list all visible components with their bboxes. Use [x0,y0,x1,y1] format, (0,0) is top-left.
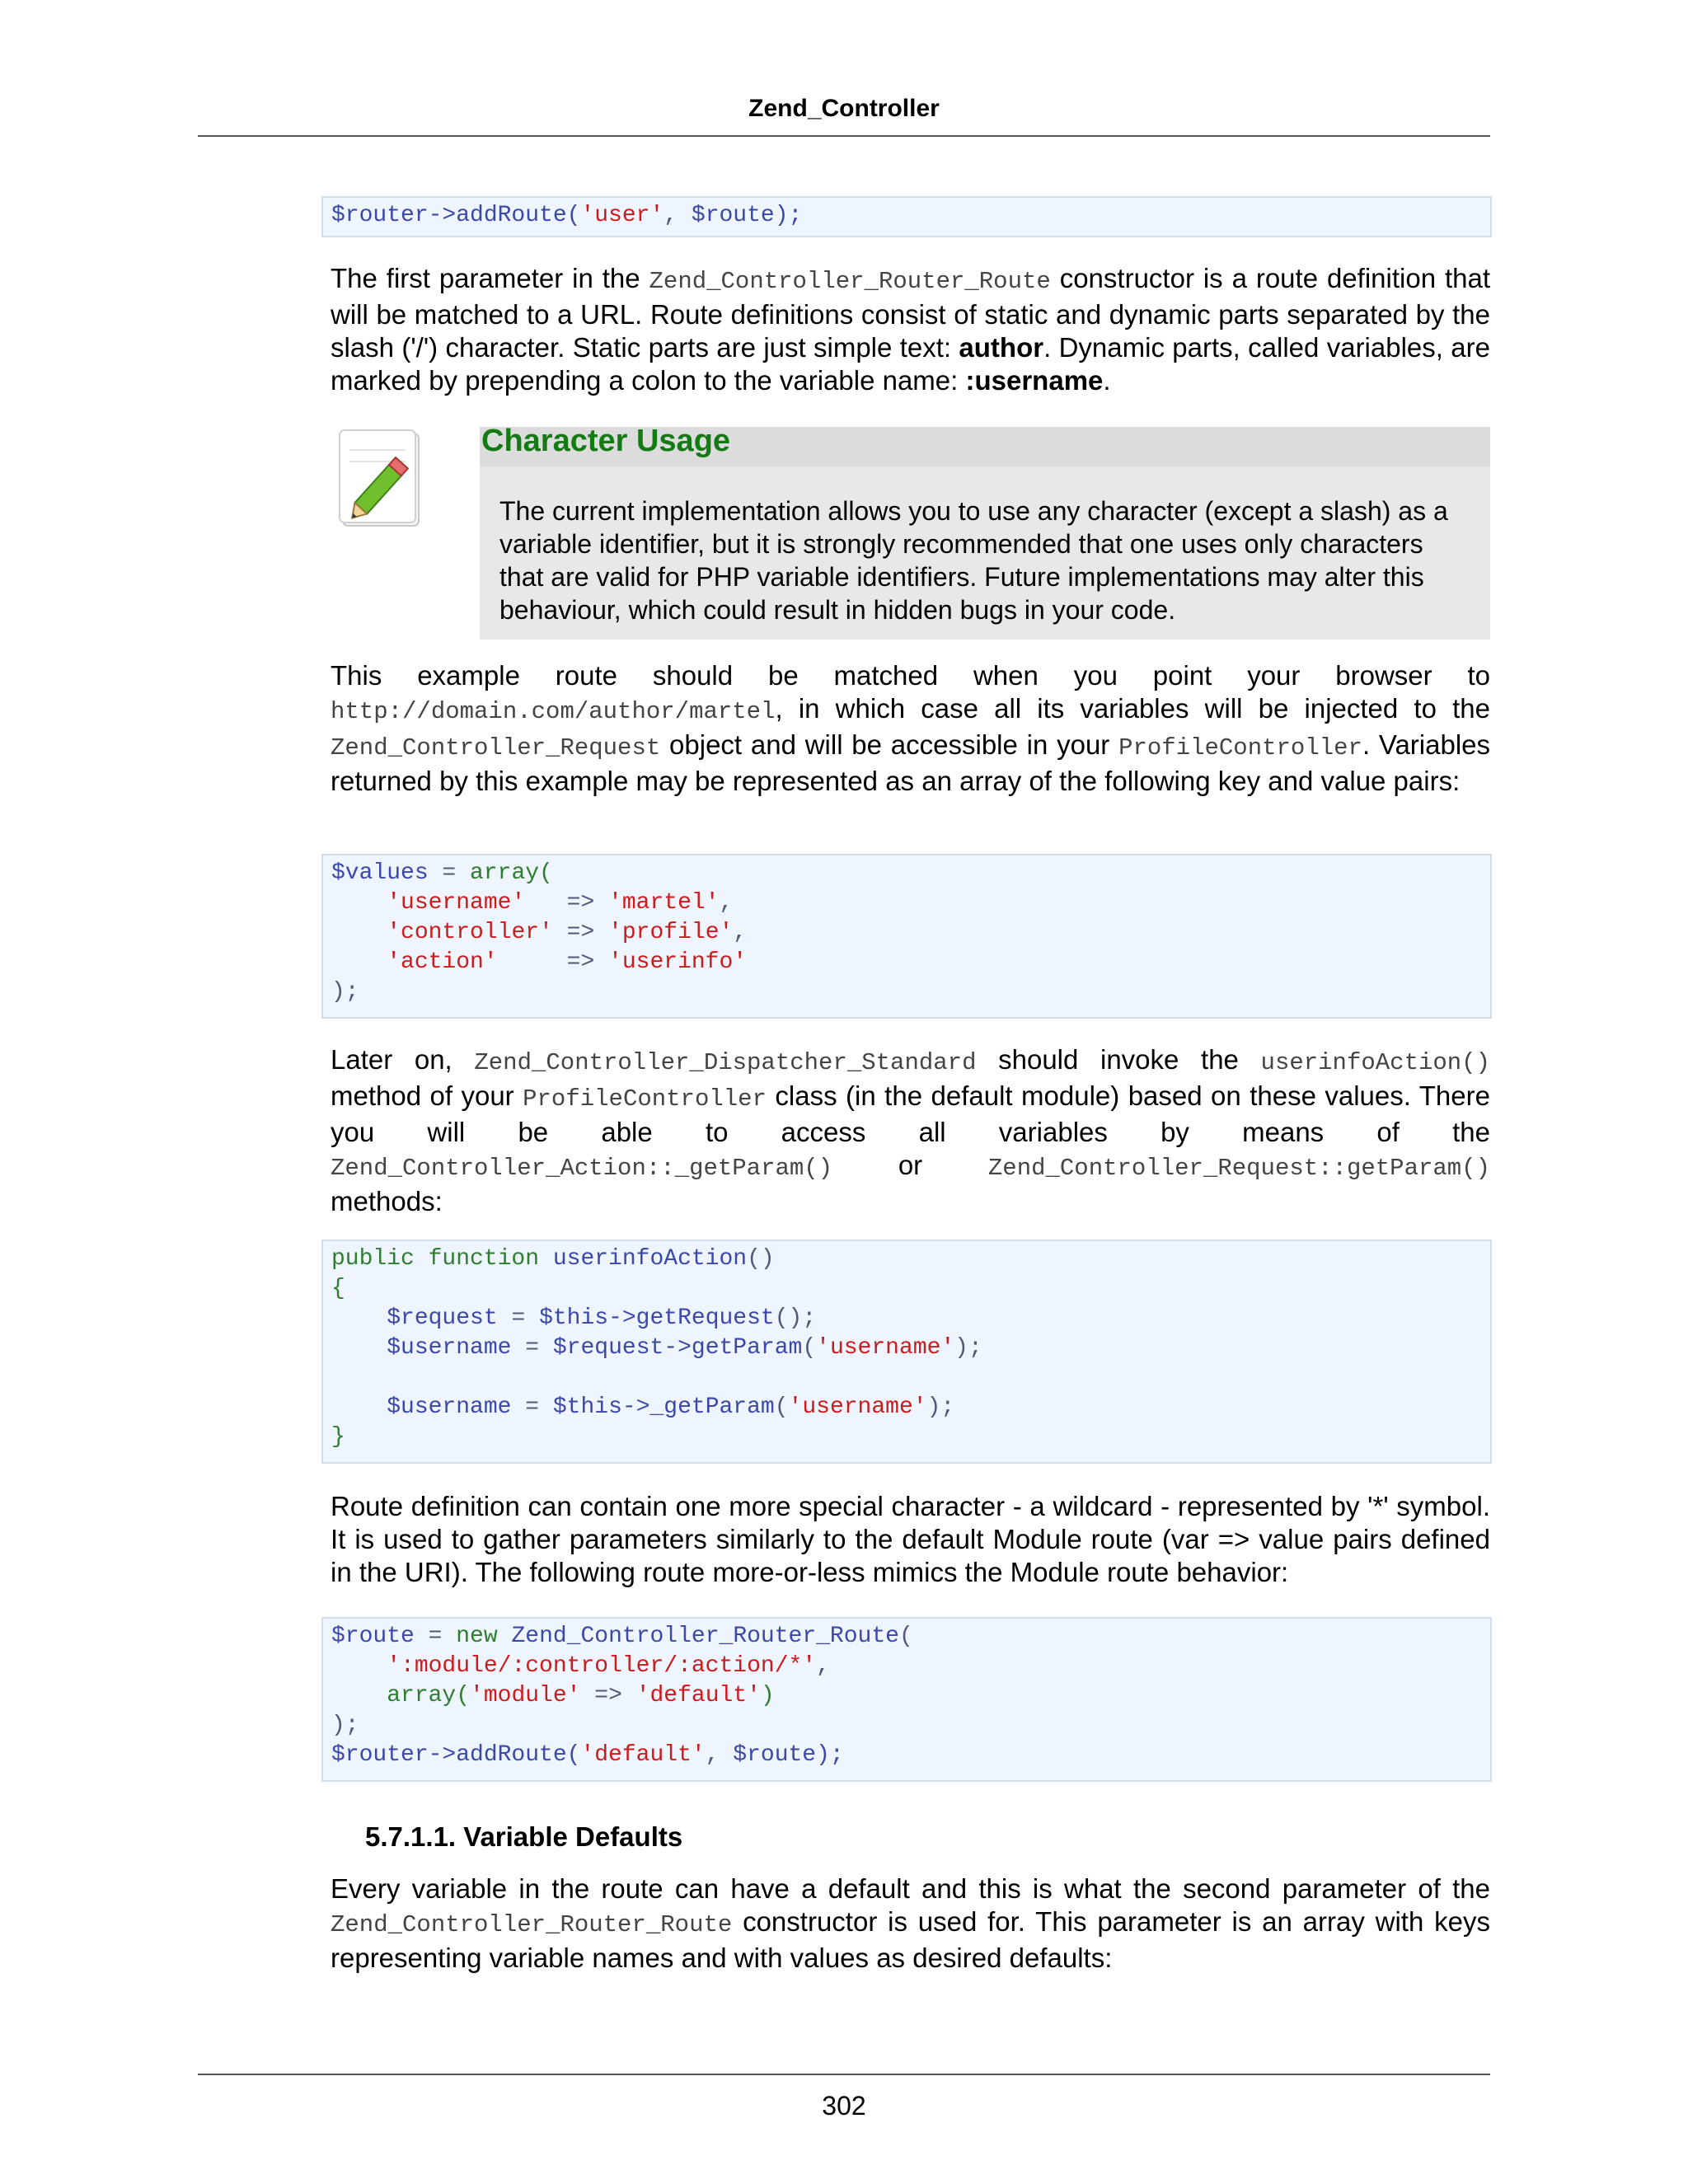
text: . [1103,365,1111,396]
code-token: $request->getParam [552,1335,803,1361]
code-token: 'action' [387,949,498,975]
text: constructor is a route definition that will be matched to a URL. Route definitions consist of static and dynamic parts separated by the slash ('/') character. Static parts are just simple text: [331,263,1490,363]
text: Route definition can contain one more special character - a wildcard - represented by '*' symbol. It is used to gather parameters similarly to the default Module route (var => value pairs defined in the URI). The following route more-or-less mimics the Module route behavior: [331,1491,1490,1587]
code-token [331,1305,387,1331]
code-token: 'default' [580,1742,706,1768]
code-line [331,1333,1490,1363]
inline-code: userinfoAction() [1260,1049,1490,1076]
code-token [331,920,387,945]
paragraph-wildcard [331,1490,1490,1589]
code-token: $router->addRoute( [331,1742,581,1768]
code-line [331,1422,1490,1452]
code-token: , [733,920,748,945]
inline-code: Zend_Controller_Request [331,734,661,762]
code-token: ':module/:controller/:action/*' [387,1653,817,1679]
page-number: 302 [822,2091,866,2121]
text: method of your [331,1080,523,1111]
code-token: = [497,1305,540,1331]
code-token: 'username' [816,1335,955,1361]
code-line [331,1652,1490,1681]
inline-code: ProfileController [1118,734,1362,762]
inline-code: Zend_Controller_Dispatcher_Standard [474,1049,977,1076]
code-token: array( [387,1683,471,1708]
code-token: ( [802,1335,817,1361]
text: or [832,1150,988,1180]
code-line [331,918,1490,948]
code-block-1 [321,196,1492,237]
code-line [331,888,1490,918]
pencil-note-icon [336,429,425,531]
code-token: => [525,890,609,916]
code-token: 'controller' [387,920,553,945]
text: Every variable in the route can have a default and this is what the second parameter of the [331,1873,1490,1904]
code-token: ( [898,1624,913,1649]
code-token: $route); [691,203,803,228]
code-token: , [816,1653,830,1679]
code-token: 'profile' [608,920,734,945]
code-token: $route); [733,1742,844,1768]
code-token [331,949,387,975]
code-token: ); [331,1713,359,1738]
text: methods: [331,1186,443,1216]
code-token [331,1683,387,1708]
paragraph-route-definition [331,262,1490,397]
code-line [331,1393,1490,1422]
code-line [331,1304,1490,1333]
code-line [331,859,1490,888]
code-token: 'default' [635,1683,761,1708]
code-token: $route [331,1624,415,1649]
code-block-3 [321,1240,1492,1464]
code-block-4 [321,1617,1492,1782]
code-token: () [747,1246,775,1272]
code-token: $request [387,1305,498,1331]
code-token: ); [926,1394,955,1420]
text: . Variables returned by this example may be represented as an array of the following key and value pairs: [331,729,1491,796]
text: . Dynamic parts, called variables, are marked by prepending a colon to the variable name: [331,332,1490,396]
code-line [331,948,1490,977]
code-token: Zend_Controller_Router_Route [511,1624,899,1649]
code-token: } [331,1424,345,1450]
code-block-2 [321,854,1492,1019]
code-token [331,1365,345,1390]
bold-term: :username [965,365,1104,396]
code-token: $values [331,860,429,886]
text: object and will be accessible in your [660,729,1119,760]
code-token [331,1335,387,1361]
code-token: => [497,949,609,975]
paragraph-variable-defaults [331,1872,1490,1975]
code-token: 'username' [387,890,526,916]
code-token: , [663,203,692,228]
code-line [331,1622,1490,1652]
text: This example route should be matched when you point your browser to [331,660,1490,691]
code-line [331,1244,1490,1274]
code-line [331,1681,1490,1711]
text: class (in the default module) based on these values. There you will be able to access all variables by means of the [331,1080,1490,1147]
code-token: $router->addRoute( [331,203,581,228]
code-token: = [511,1394,553,1420]
code-token: => [552,920,609,945]
code-token [331,890,387,916]
inline-code: Zend_Controller_Router_Route [649,268,1051,295]
bold-term: author [959,332,1044,363]
code-token: => [580,1683,636,1708]
note-text: The current implementation allows you to use any character (except a slash) as a variable identifier, but it is strongly recommended that one uses only characters that are valid for PHP variable identifiers. Future implementations may alter this behaviour, which could result in hidden bugs in your code. [499,496,1448,625]
code-token [331,1653,387,1679]
code-token: , [719,890,734,916]
code-line [331,1363,1490,1393]
paragraph-dispatcher [331,1043,1490,1218]
code-token: public function [331,1246,553,1272]
code-token: { [331,1276,345,1301]
code-token: ) [760,1683,775,1708]
code-token: 'module' [470,1683,581,1708]
code-line [331,977,1490,1007]
code-token: $this->_getParam [552,1394,775,1420]
code-token: = [414,1624,457,1649]
code-token: userinfoAction [552,1246,748,1272]
code-token: 'userinfo' [608,949,748,975]
code-line [331,201,1490,231]
code-token: 'username' [788,1394,927,1420]
code-token: $username [387,1394,512,1420]
code-token: 'user' [580,203,664,228]
text: , in which case all its variables will be injected to the [775,693,1490,724]
code-token: $this->getRequest [539,1305,775,1331]
section-heading: 5.7.1.1. Variable Defaults [365,1821,683,1852]
code-token: = [428,860,471,886]
code-token: new [456,1624,512,1649]
text: constructor is used for. This parameter is an array with keys representing variable names and with values as desired defaults: [331,1906,1490,1973]
code-token: ); [954,1335,982,1361]
code-token [331,1394,387,1420]
code-token: ); [331,979,359,1005]
paragraph-example-route [331,659,1490,798]
code-token: 'martel' [608,890,720,916]
inline-code: ProfileController [523,1085,767,1113]
text: should invoke the [976,1044,1261,1075]
text: The first parameter in the [331,263,649,293]
inline-code: http://domain.com/author/martel [331,698,776,725]
code-line [331,1274,1490,1304]
code-line [331,1741,1490,1770]
code-token: array( [470,860,553,886]
footer-rule [198,2074,1490,2075]
code-token: ( [774,1394,789,1420]
page-header-title: Zend_Controller [748,95,940,122]
code-token: = [511,1335,553,1361]
code-line [331,1711,1490,1741]
code-token: $username [387,1335,512,1361]
text: Later on, [331,1044,475,1075]
inline-code: Zend_Controller_Request::getParam() [987,1155,1490,1182]
header-rule [198,135,1490,137]
code-token: (); [774,1305,817,1331]
note-title: Character Usage [481,424,731,458]
code-token: , [705,1742,734,1768]
inline-code: Zend_Controller_Router_Route [331,1911,733,1938]
inline-code: Zend_Controller_Action::_getParam() [331,1155,833,1182]
